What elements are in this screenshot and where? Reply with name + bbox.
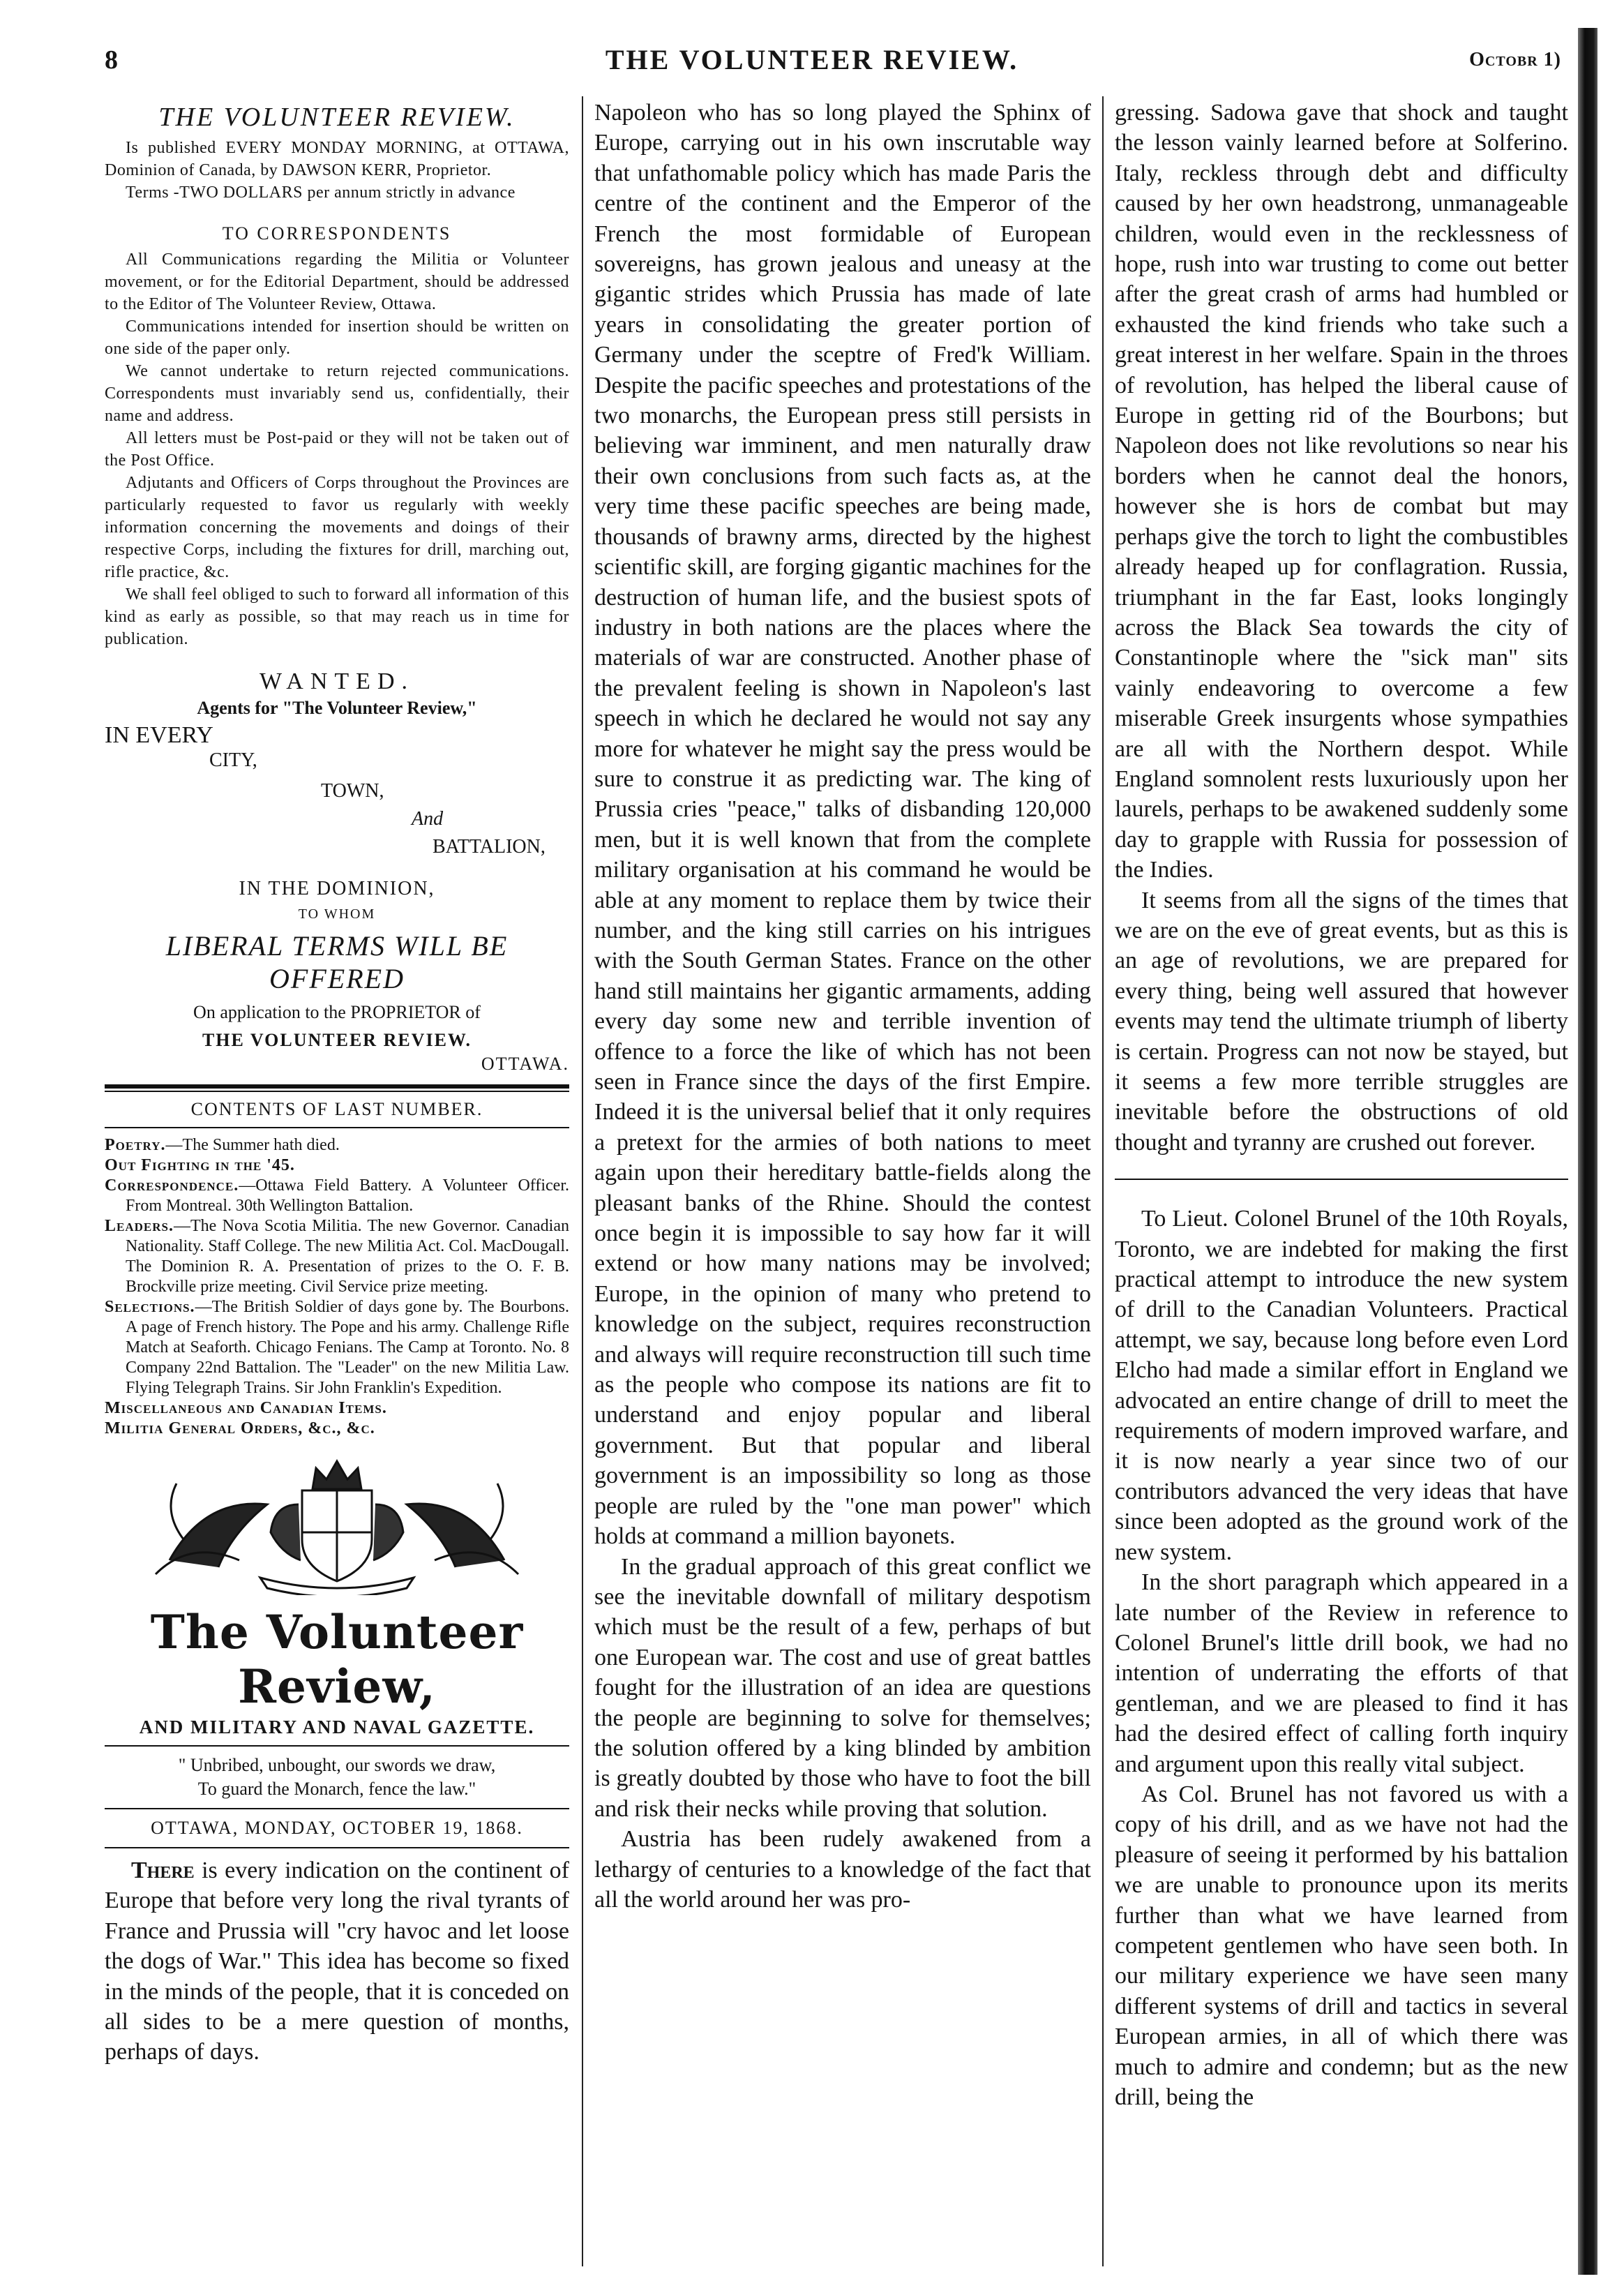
body-paragraph: There is every indication on the continent of Europe that before very long the rival tyrants of France and Prussia will "cry havoc and let loose the dogs of War." This idea has become so fixed in the minds of the people, that it is conceded on all sides to be a mere question of months, perhaps of days. (105, 1857, 569, 2065)
running-title: THE VOLUNTEER REVIEW. (605, 44, 1019, 75)
publication-notice-title: THE VOLUNTEER REVIEW. (158, 103, 516, 132)
issue-dateline: OTTAWA, MONDAY, OCTOBER 19, 1868. (151, 1818, 523, 1838)
running-date: Octobr 1) (1469, 49, 1561, 70)
body-paragraph: Napoleon who has so long played the Sphinx of Europe, carrying out in his own inscrutable way that unfathomable policy which has made Paris the centre of the continent and the Emperor of the French the most formidable of European sovereigns, has grown jealous and uneasy at the gigantic strides which Prussia has made of late years in consolidating the greater portion of Germany under the sceptre of Fred'k William. Despite the pacific speeches and protestations of the two monarchs, the European press still persists in believing war imminent, and men naturally draw their own conclusions from such facts as, at the very time these pacific speeches are being made, thousands of brawny arms, directed by the highest scientific skill, are forging gigantic machines for the destruction of human life, and the busiest spots of industry in both nations are the places where the materials of war are constructed. Another phase of the prevalent feeling is shown in Napoleon's last speech in which he declared he would not say any more for whatever he might say the press would be sure to construe it as predicting war. The king of Prussia cries "peace," talks of disbanding 120,000 men, but it is well known that from the complete military organisation at his command he would be able at any moment to replace them by twice their number, and the king still carries on his intrigues with the South German States. France on the other hand still maintains her gigantic armaments, adding every day some new and terrible invention of offence to a force the like of which has not been seen in France since the days of the first Empire. Indeed it is the universal belief that it only requires a pretext for the armies of both nations to meet again upon their hereditary battle-fields along the pleasant banks of the Rhine. Should the contest once begin it is impossible to say how far it will extend or how many nations may be involved; Europe, in the opinion of many who pretend to knowledge on the subject, requires reconstruction and always will require reconstruction till such time as the people who compose its nations are fit to understand and enjoy popular and liberal government. But that popular and liberal government is an impossibility so long as those people are ruled by the "one man power" which holds at command a million bayonets. (594, 100, 1091, 1550)
royal-arms-emblem (142, 1456, 532, 1595)
column-middle (594, 98, 1091, 1915)
column-rule (582, 96, 583, 2266)
notice-paragraph: We cannot undertake to return rejected communications. Correspondents must invariably send us, confidentially, their name and address. (105, 362, 569, 425)
body-paragraph: In the gradual approach of this great conflict we see the inevitable downfall of military despotism which must be the result of a few, perhaps of but one European war. The cost and use of great battles fought for the illustration of an idea are questions the people are beginning to solve for themselves; the solution offered by a king blinded by ambition is greatly doubted by those who have to foot the bill and risk their necks while proving that solution. (594, 1553, 1091, 1822)
contents-item: Correspondence.—Ottawa Field Battery. A Volunteer Officer. From Montreal. 30th Wellington Battalion. (105, 1176, 569, 1215)
in-dominion: IN THE DOMINION, (239, 878, 435, 899)
application-line: On application to the PROPRIETOR of (193, 1002, 481, 1022)
publication-notice (105, 137, 569, 204)
notice-paragraph: We shall feel obliged to such to forward all information of this kind as early as possible, so that may reach us in time for publication. (105, 585, 569, 648)
in-every: IN EVERY (105, 722, 213, 748)
column-left (105, 98, 569, 2068)
proprietor-city: OTTAWA. (481, 1054, 569, 1074)
body-paragraph: gressing. Sadowa gave that shock and taught the lesson vainly learned before at Solferino. Italy, reckless through debt and difficulty caused by her own headstrong, unmanageable children, would even in the recklessness of hope, rush into war trusting to come out better after the great crash of arms had humbled or exhausted the kind friends who take such a great interest in her welfare. Spain in the throes of revolution, has helped the liberal cause of Europe in getting rid of the Bourbons; but Napoleon does not like revolutions so near his borders when he cannot deal the honors, however she is hors de combat but may perhaps give the torch to light the combustibles already heaped up for conflagration. Russia, triumphant in the far East, looks longingly across the Black Sea towards the city of Constantinople where the "sick man" sits vainly endeavoring to overcome a few miserable Greek insurgents whose sympathies are all with the Northern despot. While England somnolent rests luxuriously upon her laurels, perhaps to be awakened suddenly some day to grapple with Russia for possession of the Indies. (1115, 100, 1568, 883)
body-paragraph: As Col. Brunel has not favored us with a copy of his drill, and as we have not had the pleasure of seeing it performed by his battalion we are unable to pronounce upon its merits further than what we have learned from competent gentlemen who have seen both. In our military experience we have seen many different systems of drill and tactics in several European armies, in all of which there was much to admire and condemn; but as the new drill, being the (1115, 1781, 1568, 2110)
notice-paragraph: All Communications regarding the Militia or Volunteer movement, or for the Editorial Department, should be addressed to the Editor of The Volunteer Review, Ottawa. (105, 251, 569, 313)
column-rule (1102, 96, 1104, 2266)
contents-item: Leaders.—The Nova Scotia Militia. The new Governor. Canadian Nationality. Staff College. The new Militia Act. Col. MacDougall. The Dominion R. A. Presentation of prizes to the O. F. B. Brockville prize meeting. Civil Service prize meeting. (105, 1217, 569, 1296)
contents-item: Miscellaneous and Canadian Items. (105, 1399, 387, 1417)
and: And (412, 808, 444, 830)
locations-list (105, 722, 569, 875)
masthead-subtitle: AND MILITARY AND NAVAL GAZETTE. (139, 1717, 535, 1737)
rule (105, 1808, 569, 1809)
lead-article-start (105, 1855, 569, 2068)
body-paragraph: It seems from all the signs of the times that we are on the eve of great events, but as this is an age of revolutions, we are prepared for every thing, being well assured that however events may tend the ultimate triumph of liberty is certain. Progress can not now be stayed, but it seems a few more terrible struggles are inevitable before the obstructions of old thought and tyranny are crushed out forever. (1115, 887, 1568, 1156)
battalion: BATTALION, (433, 836, 546, 858)
motto-line: " Unbribed, unbought, our swords we draw, (178, 1755, 496, 1775)
rule (105, 1847, 569, 1848)
motto-line: To guard the Monarch, fence the law." (197, 1779, 476, 1799)
page-binding-edge (1578, 28, 1597, 2275)
contents-list (105, 1135, 569, 1439)
town: TOWN, (321, 780, 384, 802)
rule (105, 1745, 569, 1747)
terms-line: Terms -TWO DOLLARS per annum strictly in advance (126, 184, 516, 202)
motto (105, 1754, 569, 1801)
proprietor-name: THE VOLUNTEER REVIEW. (202, 1030, 472, 1050)
city: CITY, (209, 749, 257, 771)
rule (105, 1127, 569, 1128)
masthead-title: The Volunteer Review, (150, 1605, 524, 1714)
contents-item: Militia General Orders, &c., &c. (105, 1419, 375, 1437)
contents-item: Selections.—The British Soldier of days gone by. The Bourbons. A page of French history. The Pope and his army. Challenge Rifle Match at Seaforth. Chicago Fenians. The Camp at Toronto. No. 8 Company 22nd Battalion. The "Leader" on the new Militia Law. Flying Telegraph Trains. Sir John Franklin's Expedition. (105, 1298, 569, 1397)
publisher-line: Is published EVERY MONDAY MORNING, at OTTAWA, Dominion of Canada, by DAWSON KERR, Proprietor. (105, 139, 569, 179)
contents-item: Poetry.—The Summer hath died. (105, 1136, 340, 1154)
column-right (1115, 98, 1568, 2112)
body-paragraph: In the short paragraph which appeared in a late number of the Review in reference to Colonel Brunel's little drill book, we had no intention of underrating the efforts of that gentleman, and we are pleased to find it has had the desired effect of calling forth inquiry and argument upon this really vital subject. (1115, 1569, 1568, 1777)
to-whom: TO WHOM (298, 906, 376, 922)
body-paragraph: To Lieut. Colonel Brunel of the 10th Royals, Toronto, we are indebted for making the first practical attempt to introduce the new system of drill to the Canadian Volunteers. Practical attempt, we say, because long before even Lord Elcho had made a similar effort in England we advocated an entire change of drill to meet the requirements of modern improved warfare, and it is now nearly a year since two of our contributors advanced the very ideas that have since been adopted as the ground work of the new system. (1115, 1206, 1568, 1565)
agents-line: Agents for "The Volunteer Review," (197, 698, 477, 718)
notice-paragraph: Communications intended for insertion should be written on one side of the paper only. (105, 317, 569, 358)
contents-heading: CONTENTS OF LAST NUMBER. (190, 1099, 483, 1119)
page-number: 8 (105, 45, 118, 75)
notice-paragraph: All letters must be Post-paid or they will not be taken out of the Post Office. (105, 429, 569, 470)
section-rule (1115, 1179, 1568, 1180)
double-rule (105, 1084, 569, 1092)
correspondents-heading: TO CORRESPONDENTS (222, 223, 452, 244)
liberal-terms: LIBERAL TERMS WILL BE OFFERED (165, 930, 509, 994)
contents-item: Out Fighting in the '45. (105, 1156, 295, 1174)
body-paragraph: Austria has been rudely awakened from a lethargy of centuries to a knowledge of the fact that all the world around her was pro- (594, 1826, 1091, 1913)
wanted-heading: WANTED. (259, 668, 415, 694)
correspondents-notices (105, 248, 569, 650)
notice-paragraph: Adjutants and Officers of Corps throughout the Provinces are particularly requested to favor us regularly with weekly information concerning the movements and doings of their respective Corps, including the fixtures for drill, marching out, rifle practice, &c. (105, 474, 569, 581)
